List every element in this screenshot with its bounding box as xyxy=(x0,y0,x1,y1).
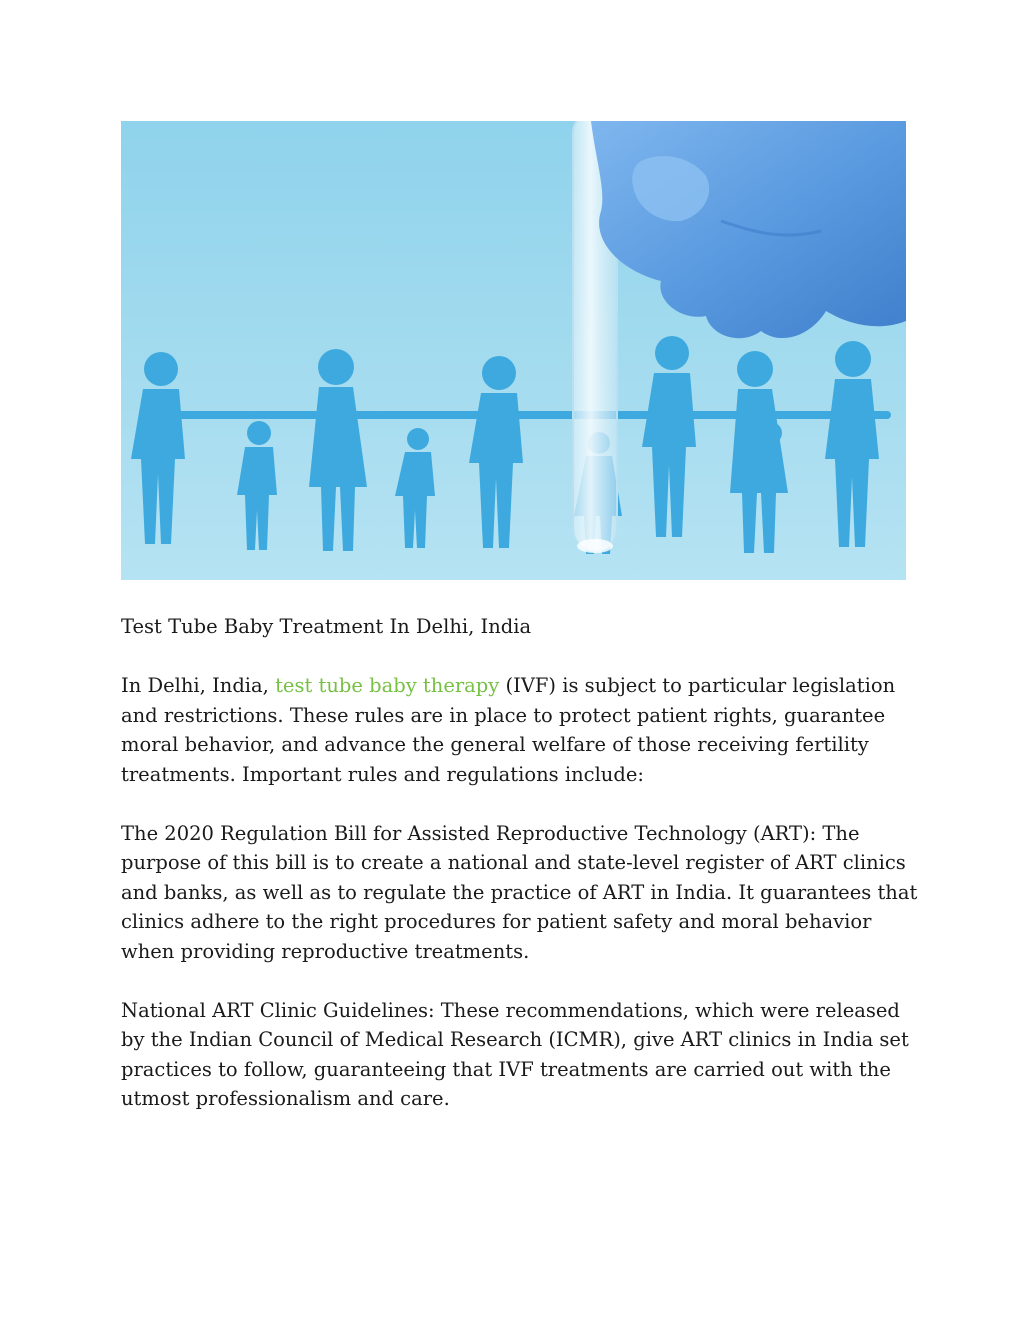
hero-image xyxy=(121,121,906,580)
family-paper-chain-illustration xyxy=(121,121,906,580)
intro-paragraph xyxy=(121,671,921,789)
intro-text-after-link: (IVF) is subject to particular legislation and restrictions. These rules are in place to protect patient rights, guarantee moral behavior, and advance the general welfare of those receiving fertility treatments. Important rules and regulations include: xyxy=(121,674,896,786)
article-title: Test Tube Baby Treatment In Delhi, India xyxy=(121,615,532,638)
article-body xyxy=(121,612,921,1143)
art-bill-paragraph: The 2020 Regulation Bill for Assisted Reproductive Technology (ART): The purpose of this bill is to create a national and state-level register of ART clinics and banks, as well as to regulate the practice of ART in India. It guarantees that clinics adhere to the right procedures for patient safety and moral behavior when providing reproductive treatments. xyxy=(121,821,918,963)
intro-text-before-link: In Delhi, India, xyxy=(121,674,276,697)
test-tube-baby-therapy-link[interactable]: test tube baby therapy xyxy=(275,674,500,697)
icmr-guidelines-paragraph: National ART Clinic Guidelines: These recommendations, which were released by the Indian Council of Medical Research (ICMR), give ART clinics in India set practices to follow, guaranteeing that IVF treatments are carried out with the utmost professionalism and care. xyxy=(121,998,909,1110)
